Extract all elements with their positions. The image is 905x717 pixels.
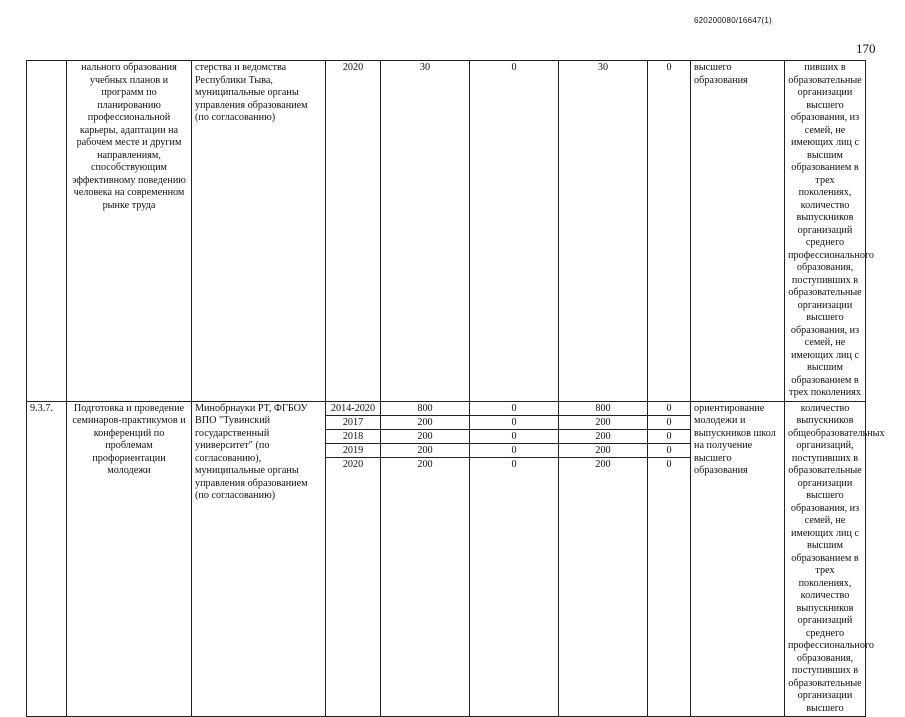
program-activities-table bbox=[26, 60, 885, 717]
item-number-cell: 9.3.7. bbox=[27, 401, 67, 717]
indicator-cell: пивших в образовательные организации высшего образования, из семей, не имеющих лиц с высшим образованием в трех поколениях, количество выпускников организаций среднего профессионального образования, поступивших в образовательные организации высшего образования, из семей, не имеющих лиц с высшим образованием в трех поколениях bbox=[785, 61, 866, 402]
funding-value: 0 bbox=[648, 402, 690, 416]
funding-value: 0 bbox=[648, 444, 690, 458]
activity-name-cell: нального образования учебных планов и программ по планированию профессиональной карьеры, адаптации на рабочем месте и другим направлениям, способствующим эффективному поведению человека на современном рынке труда bbox=[67, 61, 192, 402]
funding-value: 200 bbox=[595, 458, 611, 470]
page-number: 170 bbox=[856, 41, 876, 56]
total-funding-cell bbox=[381, 401, 470, 717]
document-id: 620200080/16647(1) bbox=[694, 16, 772, 25]
funding-value: 200 bbox=[417, 458, 433, 470]
municipal-budget-cell: 0 bbox=[648, 61, 691, 402]
funding-value: 0 bbox=[511, 458, 517, 470]
funding-value: 800 bbox=[559, 402, 647, 416]
funding-value: 200 bbox=[381, 416, 469, 430]
funding-value: 0 bbox=[470, 416, 558, 430]
executor-cell: Минобрнауки РТ, ФГБОУ ВПО "Тувинский государственный университет" (по согласованию), муниципальные органы управления образованием (по согласованию) bbox=[192, 401, 326, 717]
funding-value: 0 bbox=[470, 444, 558, 458]
year-value: 2020 bbox=[342, 458, 364, 470]
funding-value: 200 bbox=[559, 444, 647, 458]
year-value: 2019 bbox=[326, 444, 380, 458]
year-value: 2014-2020 bbox=[326, 402, 380, 416]
funding-value: 0 bbox=[470, 430, 558, 444]
funding-value: 800 bbox=[381, 402, 469, 416]
funding-value: 200 bbox=[559, 430, 647, 444]
year-value: 2017 bbox=[326, 416, 380, 430]
activity-name-cell: Подготовка и проведение семинаров-практикумов и конференций по проблемам профориентации молодежи bbox=[67, 401, 192, 717]
municipal-budget-cell bbox=[648, 401, 691, 717]
funding-value: 0 bbox=[470, 402, 558, 416]
expected-result-cell: ориентирование молодежи и выпускников школ на получение высшего образования bbox=[691, 401, 785, 717]
funding-value: 200 bbox=[559, 416, 647, 430]
funding-value: 0 bbox=[666, 458, 672, 470]
expected-result-cell: высшего образования bbox=[691, 61, 785, 402]
year-cell: 2020 bbox=[326, 61, 381, 402]
year-value: 2018 bbox=[326, 430, 380, 444]
funding-value: 0 bbox=[648, 416, 690, 430]
republic-budget-cell: 30 bbox=[559, 61, 648, 402]
indicator-cell: количество выпускников общеобразовательных организаций, поступивших в образовательные организации высшего образования, из семей, не имеющих лиц с высшим образованием в трех поколениях, количество выпускников организаций среднего профессионального образования, поступивших в образовательные организации высшего bbox=[785, 401, 866, 717]
funding-value: 0 bbox=[648, 430, 690, 444]
executor-cell: стерства и ведомства Республики Тыва, муниципальные органы управления образованием (по согласованию) bbox=[192, 61, 326, 402]
item-number-cell bbox=[27, 61, 67, 402]
funding-value: 200 bbox=[381, 444, 469, 458]
table-row bbox=[27, 401, 866, 717]
total-funding-cell: 30 bbox=[381, 61, 470, 402]
federal-budget-cell bbox=[470, 401, 559, 717]
years-cell bbox=[326, 401, 381, 717]
funding-value: 200 bbox=[381, 430, 469, 444]
republic-budget-cell bbox=[559, 401, 648, 717]
table-row bbox=[27, 61, 866, 402]
federal-budget-cell: 0 bbox=[470, 61, 559, 402]
